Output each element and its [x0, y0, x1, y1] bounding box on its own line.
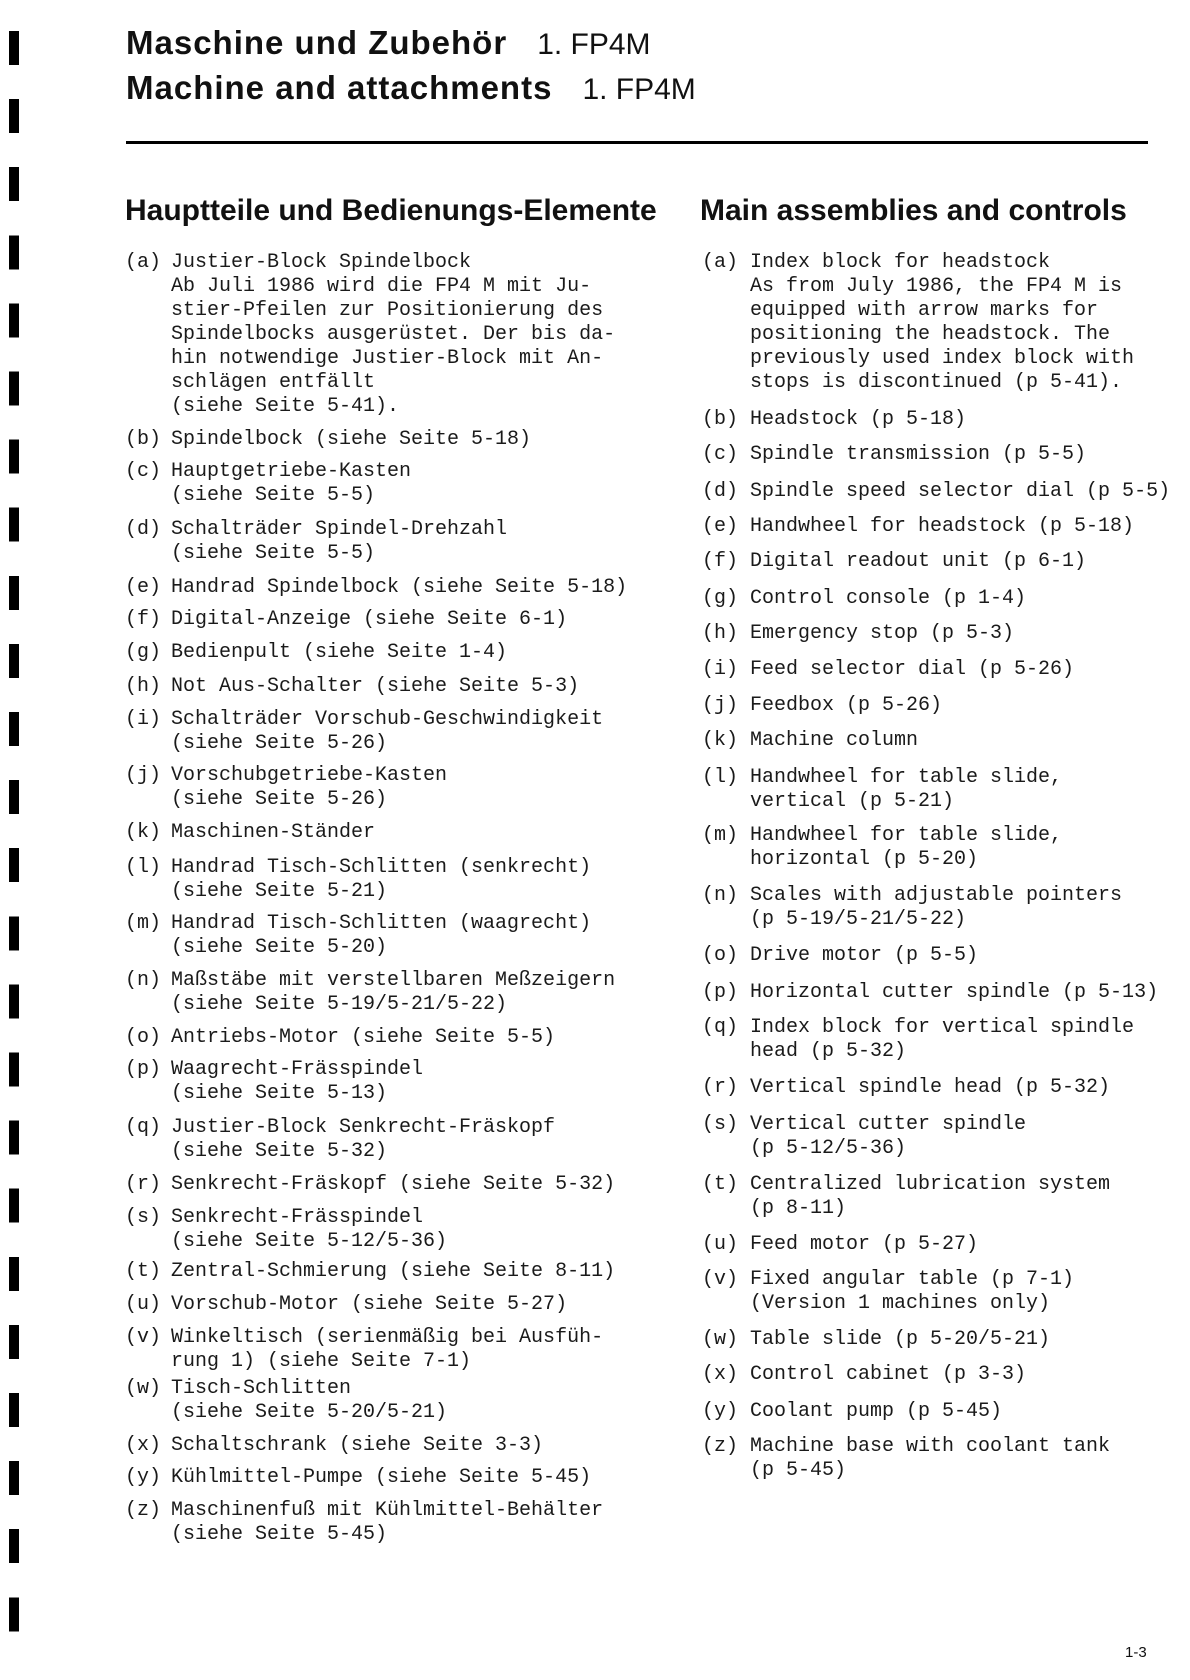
item-text: [171, 1326, 603, 1374]
item-text-line: Maßstäbe mit verstellbaren Meßzeigern: [171, 969, 616, 992]
item-text-line: Maschinenfuß mit Kühlmittel-Behälter: [171, 1499, 604, 1522]
item-text-line: Handrad Tisch-Schlitten (senkrecht): [171, 856, 592, 879]
item-text: [750, 1173, 1110, 1221]
item-letter: (p): [702, 981, 739, 1004]
item-text-line: (siehe Seite 5-12/5-36): [171, 1230, 448, 1253]
item-text-line: Vorschubgetriebe-Kasten: [171, 764, 448, 787]
item-text-line: Spindle transmission (p 5-5): [750, 443, 1087, 466]
item-letter: (t): [125, 1260, 162, 1283]
item-text: [750, 1233, 978, 1257]
item-text: [171, 1293, 567, 1317]
item-text-line: positioning the headstock. The: [750, 323, 1111, 346]
item-text-line: equipped with arrow marks for: [750, 299, 1099, 322]
item-text-line: Spindelbock (siehe Seite 5-18): [171, 428, 532, 451]
item-text-line: Senkrecht-Fräskopf (siehe Seite 5-32): [171, 1173, 616, 1196]
item-text: [171, 1377, 447, 1425]
list-item-en-h: [702, 622, 1014, 646]
item-letter: (p): [125, 1058, 162, 1081]
item-text-line: Tisch-Schlitten: [171, 1377, 352, 1400]
item-text: [171, 856, 591, 904]
item-letter: (h): [125, 675, 162, 698]
item-text-line: Vertical spindle head (p 5-32): [750, 1076, 1111, 1099]
list-item-en-d: [702, 480, 1170, 504]
list-item-en-s: [702, 1113, 1026, 1161]
item-letter: (i): [702, 658, 739, 681]
list-item-en-n: [702, 884, 1122, 932]
item-text-line: previously used index block with: [750, 347, 1135, 370]
item-text-line: Drive motor (p 5-5): [750, 944, 979, 967]
list-item-de-o: [125, 1026, 555, 1050]
item-text-line: Ab Juli 1986 wird die FP4 M mit Ju-: [171, 275, 592, 298]
item-text: [750, 824, 1062, 872]
item-letter: (b): [125, 428, 162, 451]
item-letter: (r): [125, 1173, 162, 1196]
list-item-en-a: [702, 251, 1134, 395]
section-heading-german: Hauptteile und Bedienungs-Elemente: [125, 194, 657, 227]
item-letter: (d): [702, 480, 739, 503]
list-item-en-t: [702, 1173, 1110, 1221]
item-text-line: (Version 1 machines only): [750, 1292, 1051, 1315]
list-item-en-b: [702, 408, 966, 432]
item-text-line: Vertical cutter spindle: [750, 1113, 1027, 1136]
item-text-line: Index block for headstock: [750, 251, 1051, 274]
list-item-en-v: [702, 1268, 1074, 1316]
list-item-en-x: [702, 1363, 1026, 1387]
item-text-line: (siehe Seite 5-45): [171, 1523, 388, 1546]
item-text: [750, 550, 1086, 574]
item-text-line: As from July 1986, the FP4 M is: [750, 275, 1123, 298]
item-letter: (s): [125, 1206, 162, 1229]
item-letter: (g): [702, 587, 739, 610]
item-letter: (s): [702, 1113, 739, 1136]
item-text: [171, 460, 411, 508]
item-text: [750, 694, 942, 718]
item-text-line: Handwheel for table slide,: [750, 824, 1063, 847]
list-item-en-i: [702, 658, 1074, 682]
item-letter: (m): [702, 824, 739, 847]
item-letter: (a): [702, 251, 739, 274]
item-text-line: Not Aus-Schalter (siehe Seite 5-3): [171, 675, 580, 698]
item-letter: (a): [125, 251, 162, 274]
list-item-en-q: [702, 1016, 1134, 1064]
item-text-line: rung 1) (siehe Seite 7-1): [171, 1350, 472, 1373]
item-text-line: Schalträder Spindel-Drehzahl: [171, 518, 508, 541]
list-item-en-o: [702, 944, 978, 968]
item-text-line: (siehe Seite 5-20): [171, 936, 388, 959]
item-text: [750, 622, 1014, 646]
item-text: [750, 884, 1122, 932]
item-text: [171, 1260, 615, 1284]
item-text-line: Handrad Spindelbock (siehe Seite 5-18): [171, 576, 628, 599]
item-text: [750, 408, 966, 432]
list-item-de-h: [125, 675, 579, 699]
item-text: [750, 1328, 1050, 1352]
page-number: 1-3: [1125, 1644, 1147, 1661]
item-letter: (z): [125, 1499, 162, 1522]
item-text: [171, 428, 531, 452]
item-letter: (z): [702, 1435, 739, 1458]
list-item-de-u: [125, 1293, 567, 1317]
item-letter: (y): [125, 1466, 162, 1489]
list-item-de-v: [125, 1326, 603, 1374]
item-text: [171, 1466, 591, 1490]
item-text-line: (p 5-19/5-21/5-22): [750, 908, 967, 931]
item-text: [750, 443, 1086, 467]
item-letter: (u): [702, 1233, 739, 1256]
list-item-de-c: [125, 460, 411, 508]
list-item-de-a: [125, 251, 615, 419]
list-item-en-y: [702, 1400, 1002, 1424]
item-letter: (e): [125, 576, 162, 599]
item-text: [750, 1363, 1026, 1387]
item-letter: (t): [702, 1173, 739, 1196]
item-text-line: (siehe Seite 5-32): [171, 1140, 388, 1163]
item-text: [171, 1058, 423, 1106]
item-text-line: Control console (p 1-4): [750, 587, 1027, 610]
list-item-de-d: [125, 518, 507, 566]
item-text-line: (siehe Seite 5-19/5-21/5-22): [171, 993, 508, 1016]
item-text: [750, 766, 1062, 814]
item-text-line: Winkeltisch (serienmäßig bei Ausfüh-: [171, 1326, 604, 1349]
item-letter: (x): [702, 1363, 739, 1386]
item-text: [171, 1173, 615, 1197]
item-text-line: Digital-Anzeige (siehe Seite 6-1): [171, 608, 568, 631]
list-item-de-f: [125, 608, 567, 632]
item-text-line: Feed motor (p 5-27): [750, 1233, 979, 1256]
item-text: [750, 1435, 1110, 1483]
list-item-de-w: [125, 1377, 447, 1425]
list-item-de-s: [125, 1206, 447, 1254]
item-text-line: stier-Pfeilen zur Positionierung des: [171, 299, 604, 322]
item-letter: (k): [125, 821, 162, 844]
item-text: [750, 251, 1134, 395]
item-letter: (b): [702, 408, 739, 431]
item-text-line: Schalträder Vorschub-Geschwindigkeit: [171, 708, 604, 731]
item-text-line: Kühlmittel-Pumpe (siehe Seite 5-45): [171, 1466, 592, 1489]
item-letter: (n): [702, 884, 739, 907]
item-text-line: Scales with adjustable pointers: [750, 884, 1123, 907]
item-text: [171, 641, 507, 665]
item-text: [171, 912, 591, 960]
item-text: [171, 764, 447, 812]
item-letter: (y): [702, 1400, 739, 1423]
item-letter: (v): [702, 1268, 739, 1291]
item-letter: (x): [125, 1434, 162, 1457]
item-text-line: (siehe Seite 5-26): [171, 788, 388, 811]
list-item-en-m: [702, 824, 1062, 872]
item-text-line: (p 8-11): [750, 1197, 847, 1220]
list-item-de-l: [125, 856, 591, 904]
list-item-de-i: [125, 708, 603, 756]
item-text-line: (p 5-45): [750, 1459, 847, 1482]
item-text-line: (siehe Seite 5-5): [171, 484, 376, 507]
item-letter: (v): [125, 1326, 162, 1349]
item-text-line: Emergency stop (p 5-3): [750, 622, 1015, 645]
item-text-line: Waagrecht-Frässpindel: [171, 1058, 424, 1081]
item-text: [750, 515, 1134, 539]
section-heading-english: Main assemblies and controls: [700, 194, 1127, 227]
list-item-en-k: [702, 729, 918, 753]
item-text-line: Handwheel for headstock (p 5-18): [750, 515, 1135, 538]
item-text-line: hin notwendige Justier-Block mit An-: [171, 347, 604, 370]
list-item-en-c: [702, 443, 1086, 467]
item-text-line: Zentral-Schmierung (siehe Seite 8-11): [171, 1260, 616, 1283]
list-item-de-p: [125, 1058, 423, 1106]
item-letter: (g): [125, 641, 162, 664]
item-text-line: Handwheel for table slide,: [750, 766, 1063, 789]
item-text-line: Vorschub-Motor (siehe Seite 5-27): [171, 1293, 568, 1316]
item-letter: (i): [125, 708, 162, 731]
list-item-de-k: [125, 821, 375, 845]
list-item-en-j: [702, 694, 942, 718]
item-letter: (o): [702, 944, 739, 967]
list-item-de-e: [125, 576, 627, 600]
item-text-line: Spindle speed selector dial (p 5-5): [750, 480, 1171, 503]
item-text: [171, 251, 615, 419]
item-text-line: stops is discontinued (p 5-41).: [750, 371, 1123, 394]
item-text-line: Senkrecht-Frässpindel: [171, 1206, 424, 1229]
list-item-en-r: [702, 1076, 1110, 1100]
item-text-line: Bedienpult (siehe Seite 1-4): [171, 641, 508, 664]
item-letter: (c): [702, 443, 739, 466]
item-text-line: Headstock (p 5-18): [750, 408, 967, 431]
list-item-de-t: [125, 1260, 615, 1284]
item-text-line: (p 5-12/5-36): [750, 1137, 907, 1160]
item-text-line: schlägen entfällt: [171, 371, 376, 394]
item-letter: (q): [702, 1016, 739, 1039]
item-text-line: Machine base with coolant tank: [750, 1435, 1111, 1458]
list-item-en-w: [702, 1328, 1050, 1352]
item-letter: (j): [702, 694, 739, 717]
item-text-line: Handrad Tisch-Schlitten (waagrecht): [171, 912, 592, 935]
item-text-line: Hauptgetriebe-Kasten: [171, 460, 412, 483]
item-text-line: Justier-Block Senkrecht-Fräskopf: [171, 1116, 556, 1139]
item-text-line: Index block for vertical spindle: [750, 1016, 1135, 1039]
list-item-en-f: [702, 550, 1086, 574]
list-item-de-x: [125, 1434, 543, 1458]
item-text-line: Machine column: [750, 729, 919, 752]
item-text-line: Antriebs-Motor (siehe Seite 5-5): [171, 1026, 556, 1049]
list-item-de-y: [125, 1466, 591, 1490]
item-text: [171, 1026, 555, 1050]
item-letter: (q): [125, 1116, 162, 1139]
model-german: 1. FP4M: [537, 28, 651, 61]
item-text: [171, 576, 627, 600]
item-text-line: (siehe Seite 5-5): [171, 542, 376, 565]
item-text-line: horizontal (p 5-20): [750, 848, 979, 871]
item-text-line: (siehe Seite 5-26): [171, 732, 388, 755]
item-text-line: Control cabinet (p 3-3): [750, 1363, 1027, 1386]
item-text-line: (siehe Seite 5-41).: [171, 395, 400, 418]
item-text-line: (siehe Seite 5-20/5-21): [171, 1401, 448, 1424]
item-text: [750, 658, 1074, 682]
title-english: Machine and attachments: [126, 69, 553, 106]
list-item-de-z: [125, 1499, 603, 1547]
item-text: [750, 1268, 1074, 1316]
item-letter: (n): [125, 969, 162, 992]
item-letter: (r): [702, 1076, 739, 1099]
item-text-line: vertical (p 5-21): [750, 790, 955, 813]
binding-margin-marks: [9, 31, 19, 1633]
item-text: [750, 1400, 1002, 1424]
item-text: [171, 1206, 447, 1254]
item-text: [750, 587, 1026, 611]
item-text-line: Feedbox (p 5-26): [750, 694, 943, 717]
item-text: [750, 480, 1170, 504]
item-letter: (d): [125, 518, 162, 541]
list-item-en-p: [702, 981, 1158, 1005]
item-text: [171, 608, 567, 632]
list-item-de-b: [125, 428, 531, 452]
item-letter: (f): [125, 608, 162, 631]
list-item-de-q: [125, 1116, 555, 1164]
header-title-german: [126, 25, 651, 61]
item-text-line: Digital readout unit (p 6-1): [750, 550, 1087, 573]
model-english: 1. FP4M: [582, 73, 696, 106]
header-divider: [126, 141, 1148, 144]
item-text: [750, 729, 918, 753]
item-text-line: Maschinen-Ständer: [171, 821, 376, 844]
item-text-line: head (p 5-32): [750, 1040, 907, 1063]
item-text: [171, 1116, 555, 1164]
list-item-de-j: [125, 764, 447, 812]
item-text: [171, 1434, 543, 1458]
list-item-en-l: [702, 766, 1062, 814]
item-text-line: (siehe Seite 5-13): [171, 1082, 388, 1105]
item-letter: (e): [702, 515, 739, 538]
item-letter: (m): [125, 912, 162, 935]
item-text: [750, 1076, 1110, 1100]
item-text: [171, 969, 615, 1017]
item-text: [750, 944, 978, 968]
item-letter: (h): [702, 622, 739, 645]
item-letter: (k): [702, 729, 739, 752]
item-text: [171, 675, 579, 699]
item-letter: (l): [702, 766, 739, 789]
item-letter: (j): [125, 764, 162, 787]
item-text-line: Justier-Block Spindelbock: [171, 251, 472, 274]
item-text: [171, 1499, 603, 1547]
list-item-de-r: [125, 1173, 615, 1197]
item-letter: (w): [125, 1377, 162, 1400]
item-text: [171, 518, 507, 566]
item-text-line: Coolant pump (p 5-45): [750, 1400, 1003, 1423]
list-item-en-z: [702, 1435, 1110, 1483]
item-text: [750, 1016, 1134, 1064]
item-text-line: Centralized lubrication system: [750, 1173, 1111, 1196]
item-text: [750, 1113, 1026, 1161]
list-item-en-g: [702, 587, 1026, 611]
item-text-line: Fixed angular table (p 7-1): [750, 1268, 1075, 1291]
item-letter: (f): [702, 550, 739, 573]
list-item-en-u: [702, 1233, 978, 1257]
item-text: [750, 981, 1158, 1005]
item-text-line: Feed selector dial (p 5-26): [750, 658, 1075, 681]
item-letter: (o): [125, 1026, 162, 1049]
list-item-de-n: [125, 969, 615, 1017]
item-letter: (u): [125, 1293, 162, 1316]
list-item-en-e: [702, 515, 1134, 539]
title-german: Maschine und Zubehör: [126, 24, 508, 61]
item-text: [171, 708, 603, 756]
item-text-line: Spindelbocks ausgerüstet. Der bis da-: [171, 323, 616, 346]
item-text-line: Schaltschrank (siehe Seite 3-3): [171, 1434, 544, 1457]
item-letter: (c): [125, 460, 162, 483]
item-text: [171, 821, 375, 845]
header-title-english: [126, 70, 696, 106]
list-item-de-m: [125, 912, 591, 960]
item-letter: (l): [125, 856, 162, 879]
list-item-de-g: [125, 641, 507, 665]
item-text-line: Table slide (p 5-20/5-21): [750, 1328, 1051, 1351]
item-letter: (w): [702, 1328, 739, 1351]
item-text-line: Horizontal cutter spindle (p 5-13): [750, 981, 1159, 1004]
item-text-line: (siehe Seite 5-21): [171, 880, 388, 903]
